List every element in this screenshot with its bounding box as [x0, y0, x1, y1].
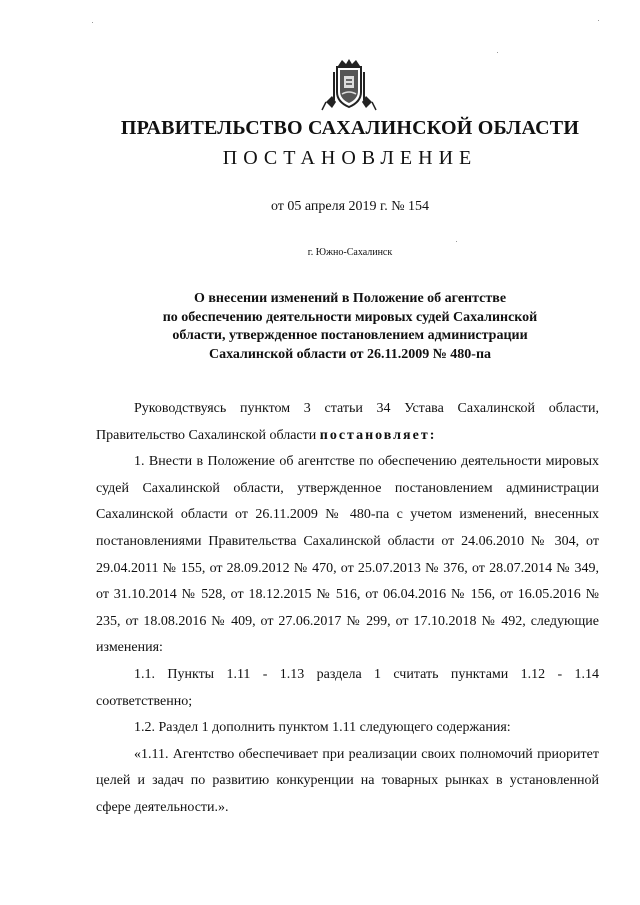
- subject-line: Сахалинской области от 26.11.2009 № 480-па: [208, 346, 492, 362]
- subject-line: по обеспечению деятельности мировых судей Сахалинской: [162, 309, 538, 325]
- subject-line: О внесении изменений в Положение об агентстве: [193, 291, 507, 306]
- decree-word: постановляет:: [319, 427, 437, 443]
- coat-of-arms-emblem: [320, 58, 378, 112]
- scan-speck: [497, 52, 498, 53]
- scan-speck: [92, 22, 93, 23]
- document-body: [96, 396, 599, 822]
- preamble-paragraph: [96, 396, 599, 449]
- government-title: ПРАВИТЕЛЬСТВО САХАЛИНСКОЙ ОБЛАСТИ: [120, 117, 580, 139]
- paragraph-item-1-2: 1.2. Раздел 1 дополнить пунктом 1.11 следующего содержания:: [134, 720, 511, 736]
- paragraph-quote-1-11: «1.11. Агентство обеспечивает при реализации своих полномочий приоритет целей и задач по развитию конкуренции на товарных рынках в установленной сфере деятельности.».: [96, 746, 599, 815]
- city-line: г. Южно-Сахалинск: [307, 247, 393, 258]
- scan-speck: [598, 20, 599, 21]
- paragraph-item-1: 1. Внести в Положение об агентстве по обеспечению деятельности мировых судей Сахалинской области, утвержденное постановлением администрации Сахалинской области от 26.11.2009 № 480-па с учетом изменений, внесенных постановлениями Правительства Сахалинской области от 24.06.2010 № 304, от 29.04.2011 № 155, от 28.09.2012 № 470, от 25.07.2013 № 376, от 28.07.2014 № 349, от 31.10.2014 № 528, от 18.12.2015 № 516, от 06.04.2016 № 156, от 16.05.2016 № 235, от 18.08.2016 № 409, от 27.06.2017 № 299, от 17.10.2018 № 492, следующие изменения:: [96, 454, 599, 656]
- date-and-number: от 05 апреля 2019 г. № 154: [270, 199, 430, 214]
- subject-heading: [0, 290, 640, 364]
- subject-line: области, утвержденное постановлением администрации: [172, 328, 528, 343]
- paragraph-item-1-1: 1.1. Пункты 1.11 - 1.13 раздела 1 считать пунктами 1.12 - 1.14 соответственно;: [96, 666, 599, 709]
- scan-speck: [456, 241, 457, 242]
- document-type: ПОСТАНОВЛЕНИЕ: [222, 147, 478, 169]
- preamble-text: Руководствуясь пунктом 3 статьи 34 Устава Сахалинской области, Правительство Сахалинской области: [96, 401, 599, 443]
